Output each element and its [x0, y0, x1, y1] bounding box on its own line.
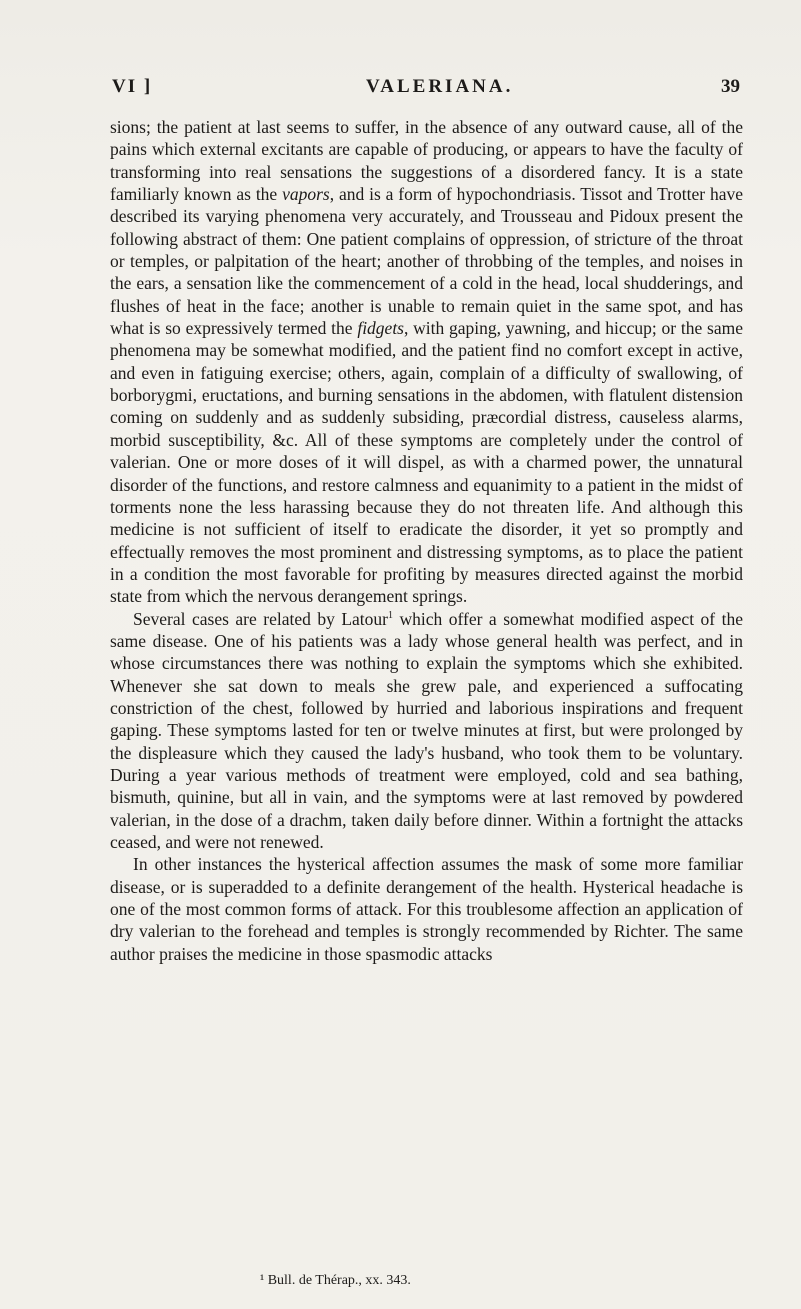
paragraph-1	[110, 116, 743, 608]
paragraph-3	[110, 853, 743, 965]
text-run: sions; the patient at last seems to suffer, in the absence of any outward cause, all of the pains which external excitants are capable of producing, or appears to have the faculty of transforming into real sensations the suggestions of a disordered fancy. It is a state familiarly known as the	[110, 117, 743, 205]
page-number: 39	[721, 76, 740, 97]
text-run: , and is a form of hypochondriasis. Tissot and Trotter have described its varying phenomena very accurately, and Trousseau and Pidoux present the following abstract of them: One patient complains of oppression, of stricture of the throat or temples, or palpitation of the heart; another of throbbing of the temples, and noises in the ears, a sensation like the commencement of a cold in the head, local shudderings, and flushes of heat in the face; another is unable to remain quiet in the same spot, and has what is so expressively termed the	[110, 184, 743, 339]
italic-term-vapors: vapors	[282, 184, 330, 205]
chapter-number: VI ]	[112, 76, 153, 97]
running-header	[112, 76, 740, 106]
text-run: In other instances the hysterical affection assumes the mask of some more familiar disease, or is superadded to a definite derangement of the health. Hysterical headache is one of the most common forms of attack. For this troublesome affection an application of dry valerian to the forehead and temples is strongly recommended by Richter. The same author praises the medicine in those spasmodic attacks	[110, 854, 743, 964]
paragraph-2	[110, 608, 743, 854]
running-title: VALERIANA.	[366, 76, 514, 97]
italic-term-fidgets: fidgets	[357, 318, 404, 339]
body-text	[110, 116, 743, 965]
text-run: Several cases are related by Latour	[133, 608, 388, 629]
footnote-marker: 1	[388, 609, 393, 621]
text-run: , with gaping, yawning, and hiccup; or the same phenomena may be somewhat modified, and the patient find no comfort except in active, and even in fatiguing exercise; others, again, complain of a difficulty of swallowing, of borborygmi, eructations, and burning sensations in the abdomen, with flatulent distension coming on suddenly and as suddenly subsiding, præcordial distress, causeless alarms, morbid susceptibility, &c. All of these symptoms are completely under the control of valerian. One or more doses of it will dispel, as with a charmed power, the unnatural disorder of the functions, and restore calmness and equanimity to a patient in the midst of torments none the less harassing because they do not threaten life. And although this medicine is not sufficient of itself to eradicate the disorder, it yet so promptly and effectually removes the most prominent and distressing symptoms, as to place the patient in a condition the most favorable for profiting by measures directed against the morbid state from which the nervous derangement springs.	[110, 318, 743, 607]
footnote: ¹ Bull. de Thérap., xx. 343.	[260, 1273, 411, 1288]
text-run: which offer a somewhat modified aspect of the same disease. One of his patients was a lady whose general health was perfect, and in whose circumstances there was nothing to explain the symptoms which she exhibited. Whenever she sat down to meals she grew pale, and experienced a suffocating constriction of the chest, followed by hurried and laborious inspirations and frequent gaping. These symptoms lasted for ten or twelve minutes at first, but were prolonged by the displeasure which they caused the lady's husband, who took them to be voluntary. During a year various methods of treatment were employed, cold and sea bathing, bismuth, quinine, but all in vain, and the symptoms were at last removed by powdered valerian, in the dose of a drachm, taken daily before dinner. Within a fortnight the attacks ceased, and were not renewed.	[110, 608, 743, 852]
